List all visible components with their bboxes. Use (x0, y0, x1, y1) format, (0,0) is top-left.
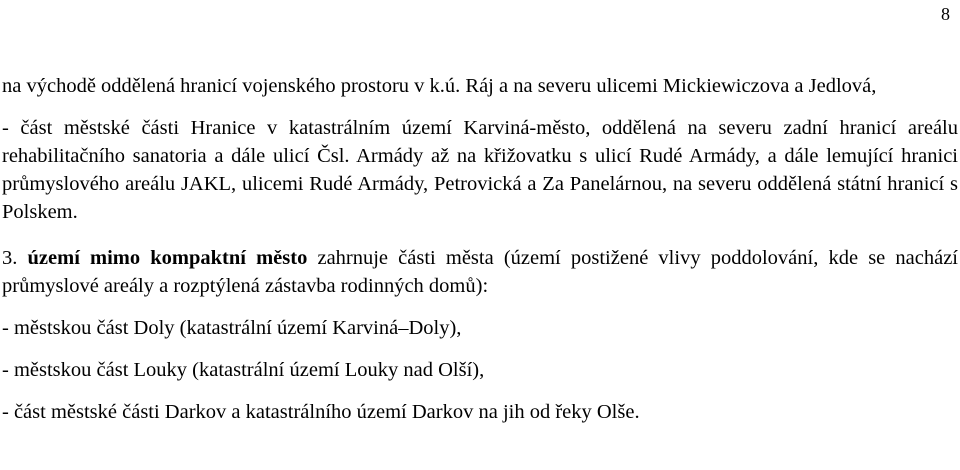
list-item-darkov: - část městské části Darkov a katastrálního území Darkov na jih od řeky Olše. (2, 401, 640, 423)
section-number: 3. (2, 247, 28, 269)
paragraph-continuation: na východě oddělená hranicí vojenského prostoru v k.ú. Ráj a na severu ulicemi Mickiewiczova a Jedlová, (2, 75, 877, 97)
paragraph-hranice: - část městské části Hranice v katastrálním území Karviná-město, oddělená na severu zadní hranicí areálu rehabilitačního sanatoria a dále ulicí Čsl. Armády až na křižovatku s ulicí Rudé Armády, a dále lemující hranici průmyslového areálu JAKL, ulicemi Rudé Armády, Petrovická a Za Panelárnou, na severu oddělená státní hranicí s Polskem. (2, 117, 958, 223)
list-item-louky: - městskou část Louky (katastrální území Louky nad Olší), (2, 359, 485, 381)
document-body (2, 72, 958, 426)
section-text: zahrnuje části města (území postižené vlivy poddolování, kde se nachází průmyslové areály a rozptýlená zástavba rodinných domů): (2, 247, 958, 297)
paragraph-section-3 (2, 244, 958, 300)
section-heading-bold: území mimo kompaktní město (27, 247, 308, 269)
page-number: 8 (941, 4, 950, 24)
list-item-doly: - městskou část Doly (katastrální území Karviná–Doly), (2, 317, 462, 339)
